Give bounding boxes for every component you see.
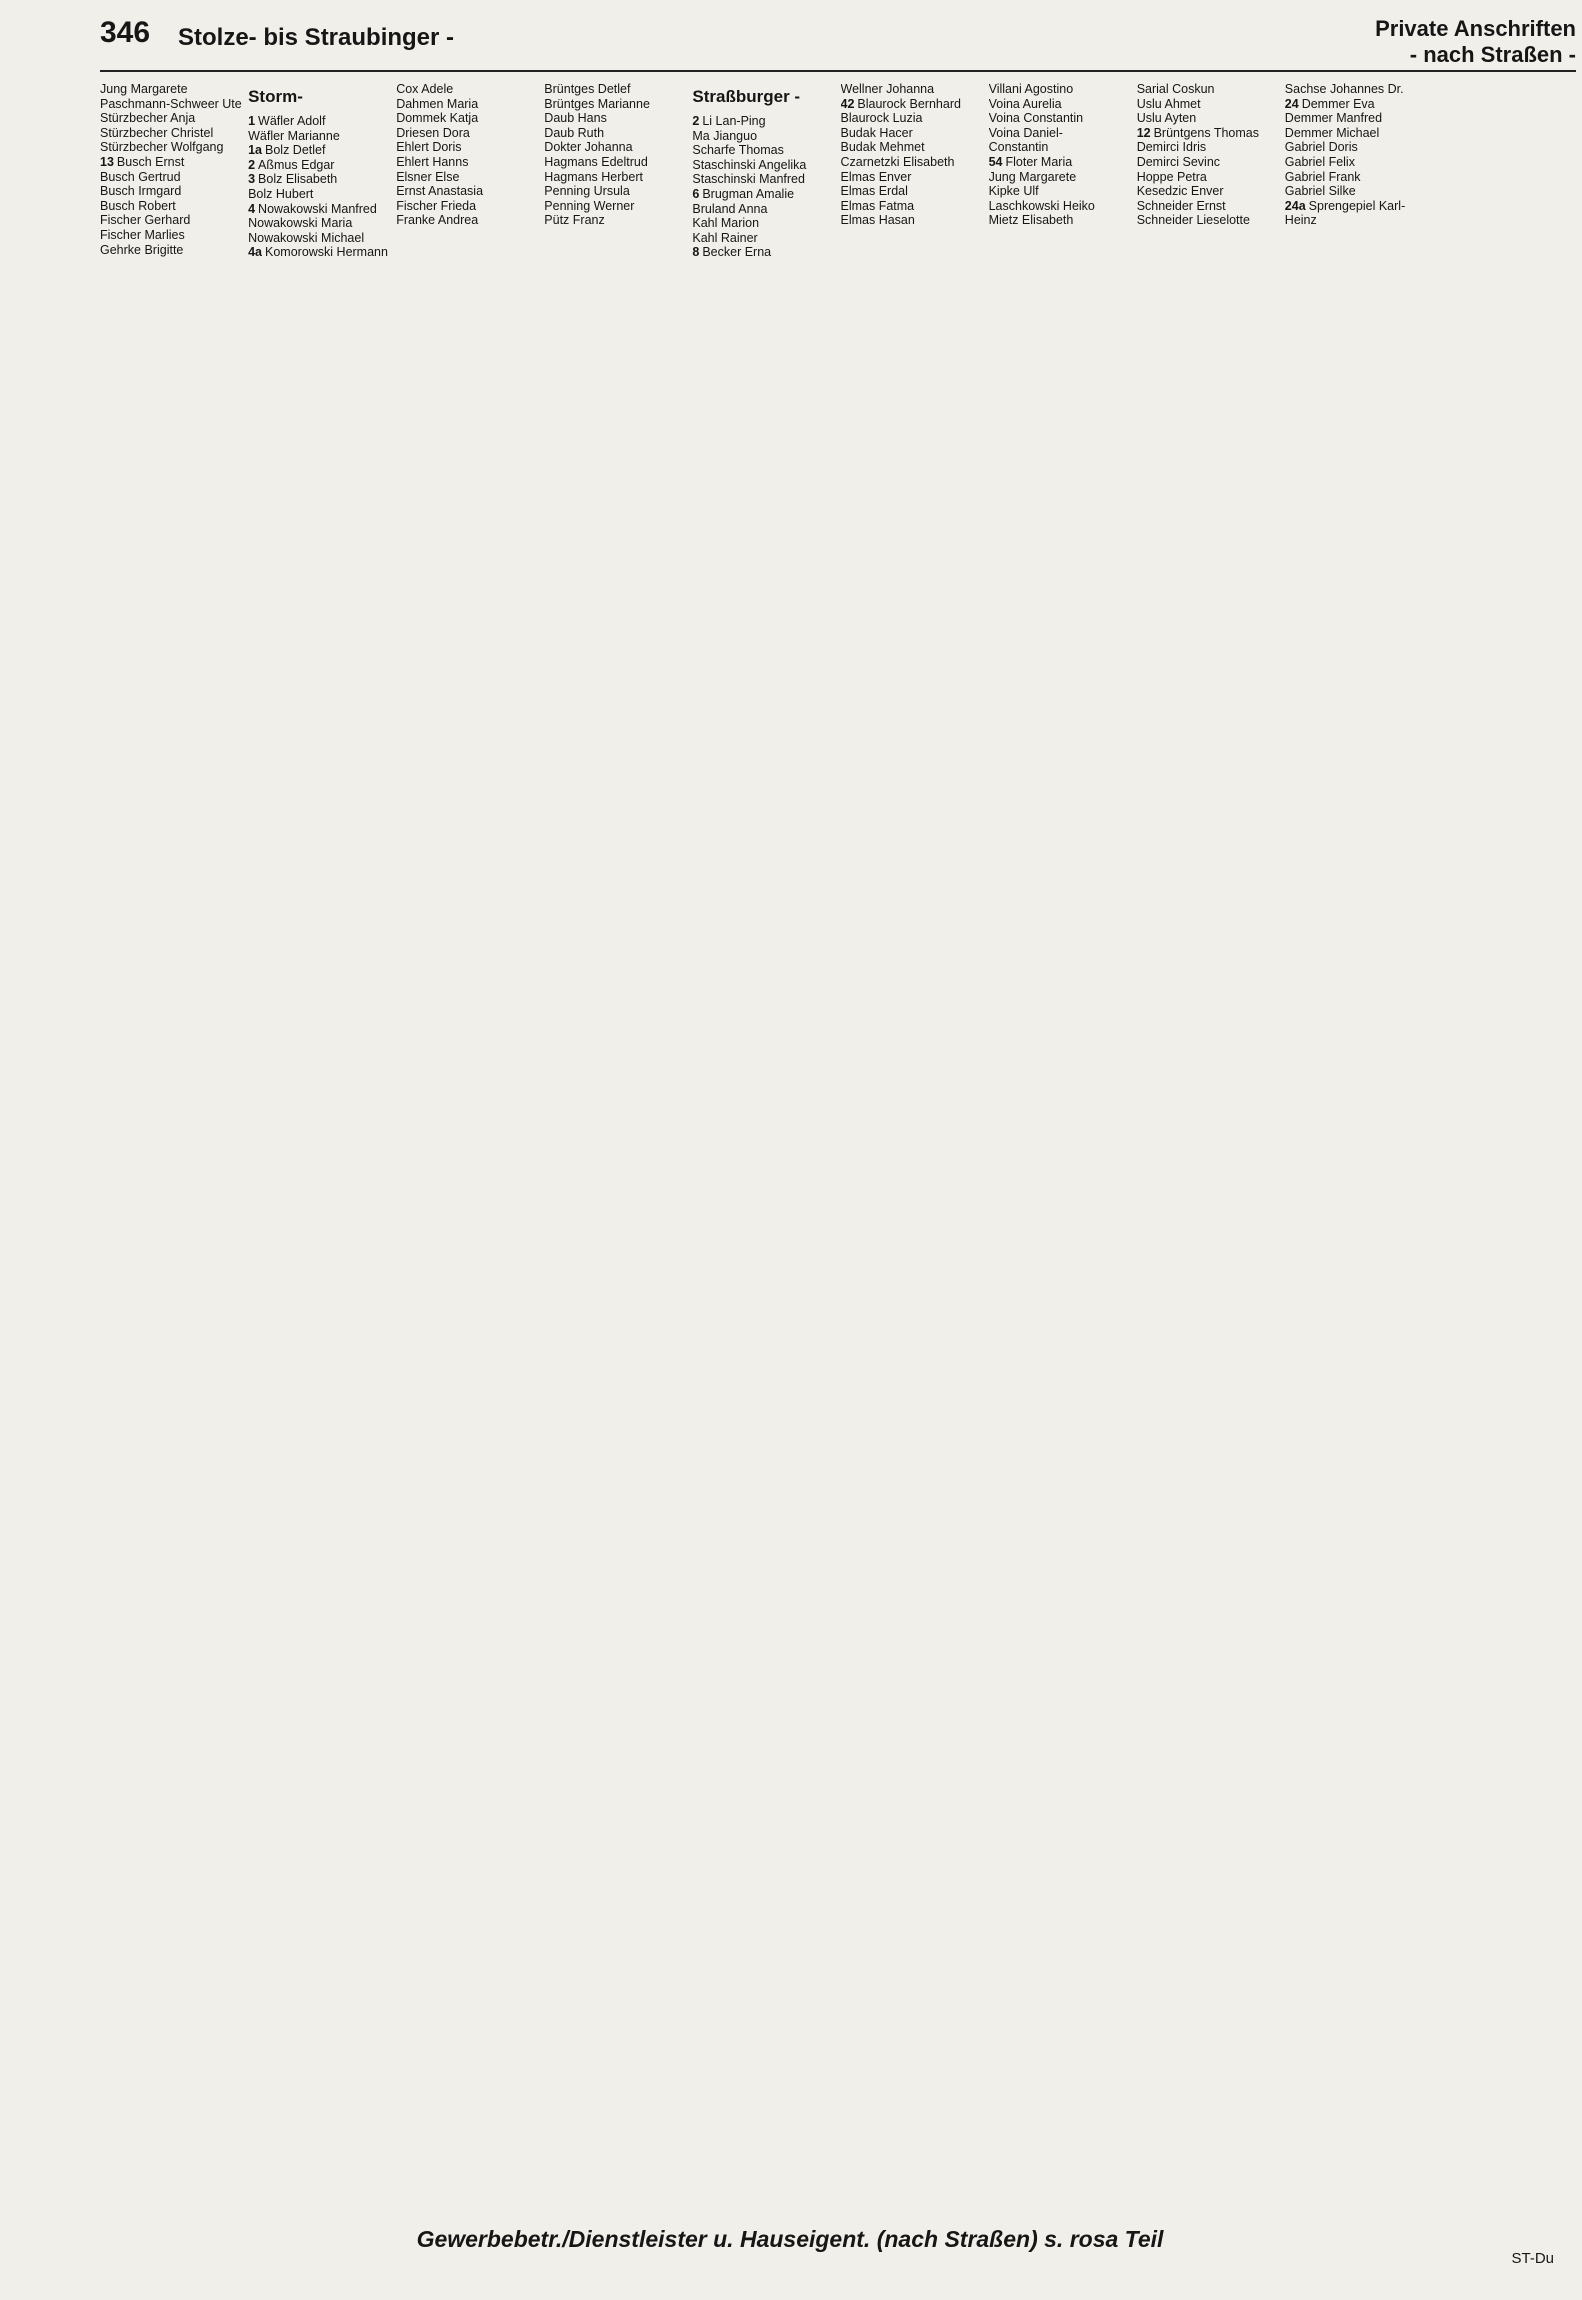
resident-name: Sarial Coskun: [1136, 82, 1215, 96]
directory-entry: [100, 184, 243, 199]
directory-entry: [841, 82, 984, 97]
directory-entry: [544, 97, 687, 112]
directory-entry: [100, 126, 243, 141]
resident-name: Kipke Ulf: [988, 184, 1039, 199]
resident-name: Gabriel Doris: [1284, 140, 1358, 155]
resident-name: Uslu Ahmet: [1136, 96, 1201, 111]
house-number: 3: [248, 172, 256, 187]
resident-name: Laschkowski Heiko: [988, 198, 1095, 213]
directory-entry: [544, 111, 687, 126]
directory-entry: [1137, 82, 1280, 97]
directory-entry: [692, 216, 835, 231]
directory-entry: [1137, 111, 1280, 126]
resident-name: Pütz Franz: [544, 213, 605, 228]
directory-entry: [396, 155, 539, 170]
house-number: 2: [692, 114, 700, 128]
directory-entry: [1137, 213, 1280, 228]
directory-entry: [989, 213, 1132, 228]
directory-entry: [396, 199, 539, 214]
resident-name: Blaurock Bernhard: [857, 96, 961, 111]
resident-name: Blaurock Luzia: [840, 111, 923, 126]
resident-name: Wäfler Marianne: [248, 128, 340, 143]
directory-entry: [396, 82, 539, 97]
resident-name: Fischer Marlies: [100, 227, 185, 242]
resident-name: Ehlert Doris: [396, 140, 462, 155]
directory-column: [248, 82, 391, 2192]
directory-entry: [841, 170, 984, 185]
directory-entry: [248, 202, 391, 217]
directory-entry: [396, 111, 539, 126]
resident-name: Daub Hans: [544, 111, 607, 126]
house-number: 12: [1136, 125, 1151, 140]
resident-name: Schneider Ernst: [1136, 198, 1226, 213]
resident-name: Franke Andrea: [396, 213, 479, 228]
directory-column: [396, 82, 539, 2192]
directory-entry: [841, 97, 984, 112]
resident-name: Brüntgens Thomas: [1153, 125, 1259, 140]
house-number: 4a: [248, 245, 262, 260]
resident-name: Wellner Johanna: [840, 82, 935, 96]
resident-name: Becker Erna: [702, 245, 772, 260]
directory-entry: [248, 158, 391, 173]
resident-name: Heinz: [1284, 213, 1317, 228]
resident-name: Nowakowski Maria: [248, 216, 353, 231]
directory-column: [1285, 82, 1428, 2192]
resident-name: Demirci Sevinc: [1136, 154, 1221, 169]
resident-name: Budak Mehmet: [840, 140, 925, 155]
directory-entry: [841, 213, 984, 228]
resident-name: Hagmans Herbert: [544, 169, 643, 184]
directory-entry: [1285, 155, 1428, 170]
resident-name: Gabriel Silke: [1284, 184, 1356, 199]
resident-name: Czarnetzki Elisabeth: [840, 154, 955, 169]
resident-name: Uslu Ayten: [1136, 111, 1197, 126]
directory-entry: [396, 170, 539, 185]
resident-name: Li Lan-Ping: [702, 114, 766, 128]
resident-name: Brüntges Detlef: [544, 82, 631, 96]
resident-name: Voina Daniel-: [988, 125, 1063, 140]
resident-name: Stürzbecher Christel: [100, 125, 214, 140]
directory-entry: [989, 199, 1132, 214]
directory-entry: [1285, 170, 1428, 185]
directory-entry: [100, 140, 243, 155]
directory-entry: [100, 199, 243, 214]
resident-name: Kahl Marion: [692, 216, 760, 231]
directory-entry: [544, 170, 687, 185]
directory-entry: [692, 172, 835, 187]
page-header: [100, 10, 1582, 70]
resident-name: Sachse Johannes Dr.: [1284, 82, 1404, 96]
resident-name: Gabriel Felix: [1284, 154, 1355, 169]
directory-entry: [841, 199, 984, 214]
resident-name: Kesedzic Enver: [1136, 184, 1224, 199]
resident-name: Stürzbecher Wolfgang: [100, 140, 224, 155]
resident-name: Staschinski Angelika: [692, 157, 807, 172]
resident-name: Wäfler Adolf: [258, 114, 326, 128]
resident-name: Cox Adele: [396, 82, 454, 96]
resident-name: Nowakowski Michael: [248, 230, 365, 245]
directory-entry: [1285, 111, 1428, 126]
directory-entry: [100, 243, 243, 258]
resident-name: Ernst Anastasia: [396, 184, 484, 199]
directory-entry: [1137, 184, 1280, 199]
resident-name: Elmas Erdal: [840, 184, 908, 199]
directory-entry: [396, 140, 539, 155]
house-number: 54: [988, 154, 1003, 169]
resident-name: Schneider Lieselotte: [1136, 213, 1250, 228]
directory-entry: [1137, 97, 1280, 112]
directory-entry: [692, 202, 835, 217]
directory-column: [100, 82, 243, 2192]
resident-name: Voina Constantin: [988, 111, 1084, 126]
header-rule: [100, 70, 1576, 72]
directory-entry: [989, 184, 1132, 199]
resident-name: Jung Margarete: [100, 82, 188, 96]
house-number: 1: [248, 114, 256, 128]
section-title-line-1: Private Anschriften: [1375, 16, 1576, 41]
directory-entry: [989, 155, 1132, 170]
directory-column: [989, 82, 1132, 2192]
directory-entry: [248, 114, 391, 129]
directory-entry: [100, 111, 243, 126]
directory-entry: [1285, 213, 1428, 228]
resident-name: Busch Ernst: [116, 154, 185, 169]
resident-name: Penning Ursula: [544, 184, 630, 199]
directory-entry: [396, 97, 539, 112]
house-number: 24: [1284, 96, 1299, 111]
directory-entry: [248, 143, 391, 158]
directory-entry: [248, 231, 391, 246]
directory-entry: [989, 140, 1132, 155]
directory-entry: [692, 129, 835, 144]
resident-name: Gabriel Frank: [1284, 169, 1361, 184]
directory-entry: [248, 187, 391, 202]
resident-name: Bolz Detlef: [265, 143, 326, 158]
directory-entry: [544, 140, 687, 155]
directory-entry: [692, 158, 835, 173]
house-number: 1a: [248, 143, 262, 158]
resident-name: Busch Irmgard: [100, 184, 182, 199]
directory-entry: [544, 213, 687, 228]
directory-entry: [396, 184, 539, 199]
directory-entry: [544, 82, 687, 97]
resident-name: Elmas Enver: [840, 169, 912, 184]
resident-name: Demmer Eva: [1301, 96, 1375, 111]
directory-column: [1433, 82, 1576, 2192]
house-number: 4: [248, 201, 256, 216]
resident-name: Budak Hacer: [840, 125, 913, 140]
resident-name: Paschmann-Schweer Ute: [100, 96, 242, 111]
directory-entry: [1285, 82, 1428, 97]
directory-entry: [1285, 184, 1428, 199]
directory-entry: [1137, 199, 1280, 214]
resident-name: Scharfe Thomas: [692, 143, 784, 158]
directory-entry: [100, 170, 243, 185]
page-number: 346: [100, 16, 151, 49]
directory-entry: [544, 199, 687, 214]
resident-name: Brüntges Marianne: [544, 96, 650, 111]
resident-name: Jung Margarete: [988, 169, 1077, 184]
directory-entry: [1137, 155, 1280, 170]
directory-entry: [692, 114, 835, 129]
directory-entry: [396, 213, 539, 228]
house-number: 8: [692, 245, 700, 260]
directory-entry: [989, 126, 1132, 141]
directory-entry: [1285, 126, 1428, 141]
resident-name: Aßmus Edgar: [258, 157, 335, 172]
directory-entry: [544, 184, 687, 199]
resident-name: Bolz Hubert: [248, 186, 314, 201]
directory-column: [841, 82, 984, 2192]
directory-columns: [100, 82, 1576, 2192]
resident-name: Voina Aurelia: [988, 96, 1062, 111]
directory-entry: [544, 155, 687, 170]
directory-entry: [692, 231, 835, 246]
directory-entry: [1137, 126, 1280, 141]
directory-entry: [248, 129, 391, 144]
directory-entry: [1137, 140, 1280, 155]
directory-entry: [841, 111, 984, 126]
range-title: Stolze- bis Straubinger -: [178, 24, 455, 51]
directory-column: [692, 82, 835, 2192]
resident-name: Floter Maria: [1005, 154, 1073, 169]
directory-entry: [1137, 170, 1280, 185]
directory-entry: [841, 140, 984, 155]
resident-name: Demmer Michael: [1284, 125, 1380, 140]
resident-name: Brugman Amalie: [702, 186, 795, 201]
resident-name: Elmas Hasan: [840, 213, 915, 228]
directory-entry: [692, 143, 835, 158]
resident-name: Kahl Rainer: [692, 230, 758, 245]
directory-entry: [989, 170, 1132, 185]
resident-name: Ma Jianguo: [692, 128, 758, 143]
directory-entry: [100, 213, 243, 228]
resident-name: Demmer Manfred: [1284, 111, 1383, 126]
directory-entry: [692, 187, 835, 202]
resident-name: Villani Agostino: [988, 82, 1074, 96]
directory-entry: [248, 245, 391, 260]
resident-name: Bolz Elisabeth: [258, 172, 338, 187]
directory-entry: [1285, 199, 1428, 214]
directory-column: [1137, 82, 1280, 2192]
section-title-line-2: - nach Straßen -: [1409, 42, 1576, 67]
resident-name: Constantin: [988, 140, 1049, 155]
resident-name: Dokter Johanna: [544, 140, 633, 155]
resident-name: Mietz Elisabeth: [988, 213, 1074, 228]
resident-name: Sprengepiel Karl-: [1308, 198, 1406, 213]
house-number: 6: [692, 186, 700, 201]
directory-entry: [841, 184, 984, 199]
directory-entry: [100, 82, 243, 97]
resident-name: Fischer Gerhard: [100, 213, 191, 228]
directory-entry: [396, 126, 539, 141]
resident-name: Demirci Idris: [1136, 140, 1207, 155]
resident-name: Komorowski Hermann: [265, 245, 388, 260]
street-heading: Straßburger -: [692, 87, 801, 106]
street-heading: Storm-: [248, 87, 303, 106]
resident-name: Busch Gertrud: [100, 169, 181, 184]
resident-name: Ehlert Hanns: [396, 154, 469, 169]
directory-entry: [100, 228, 243, 243]
resident-name: Stürzbecher Anja: [100, 111, 196, 126]
directory-entry: [989, 111, 1132, 126]
directory-entry: [1285, 97, 1428, 112]
resident-name: Hagmans Edeltrud: [544, 154, 648, 169]
resident-name: Dahmen Maria: [396, 96, 479, 111]
resident-name: Gehrke Brigitte: [100, 242, 184, 257]
directory-entry: [100, 155, 243, 170]
resident-name: Driesen Dora: [396, 125, 470, 140]
directory-entry: [1285, 140, 1428, 155]
footer-code: ST-Du: [1511, 2250, 1554, 2267]
resident-name: Fischer Frieda: [396, 198, 477, 213]
resident-name: Hoppe Petra: [1136, 169, 1207, 184]
house-number: 2: [248, 157, 256, 172]
directory-entry: [100, 97, 243, 112]
section-title: [1375, 16, 1576, 68]
resident-name: Elsner Else: [396, 169, 460, 184]
house-number: 42: [840, 96, 855, 111]
resident-name: Dommek Katja: [396, 111, 479, 126]
directory-column: [544, 82, 687, 2192]
resident-name: Daub Ruth: [544, 125, 605, 140]
directory-entry: [841, 155, 984, 170]
directory-entry: [544, 126, 687, 141]
directory-entry: [989, 97, 1132, 112]
resident-name: Penning Werner: [544, 198, 635, 213]
directory-entry: [989, 82, 1132, 97]
directory-entry: [248, 216, 391, 231]
directory-entry: [248, 172, 391, 187]
footer-note: Gewerbebetr./Dienstleister u. Hauseigent. (nach Straßen) s. rosa Teil: [416, 2226, 1164, 2252]
directory-entry: [841, 126, 984, 141]
resident-name: Bruland Anna: [692, 201, 768, 216]
resident-name: Nowakowski Manfred: [258, 201, 377, 216]
house-number: 13: [100, 154, 114, 169]
resident-name: Elmas Fatma: [840, 198, 915, 213]
resident-name: Busch Robert: [100, 198, 176, 213]
directory-entry: [692, 245, 835, 260]
house-number: 24a: [1284, 198, 1306, 213]
resident-name: Staschinski Manfred: [692, 172, 805, 187]
